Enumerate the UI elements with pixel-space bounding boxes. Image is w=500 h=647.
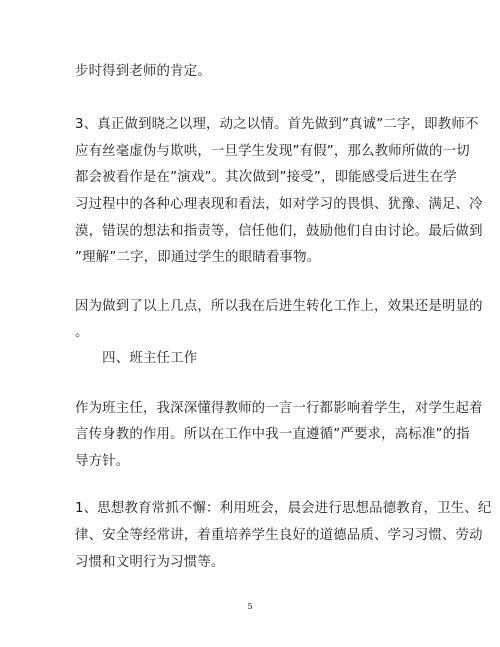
paragraph-6-line-3: 习惯和文明行为习惯等。 — [75, 555, 225, 570]
paragraph-6-line-2: 律、安全等经常讲，着重培养学生良好的道德品质、学习习惯、劳动 — [75, 528, 483, 543]
paragraph-2-line-5: 漠，错误的想法和指责等，信任他们，鼓励他们自由讨论。最后做到 — [75, 224, 483, 239]
paragraph-5-line-3: 导方针。 — [75, 454, 130, 469]
paragraph-3-line-2: 。 — [75, 325, 89, 340]
paragraph-1-line-1: 步时得到老师的肯定。 — [75, 64, 211, 79]
paragraph-2-line-3: 都会被看作是在”演戏”。其次做到”接受”，即能感受后进生在学 — [75, 170, 457, 185]
section-heading: 四、班主任工作 — [75, 351, 198, 366]
page-number: 5 — [247, 602, 253, 611]
paragraph-2-line-2: 应有丝毫虚伪与欺哄，一旦学生发现”有假”，那么教师所做的一切 — [75, 144, 470, 159]
paragraph-2-line-6: ”理解”二字，即通过学生的眼睛看事物。 — [75, 250, 321, 265]
paragraph-2-line-1: 3、真正做到晓之以理，动之以情。首先做到”真诚”二字，即教师不 — [75, 117, 479, 132]
paragraph-5-line-1: 作为班主任，我深深懂得教师的一言一行都影响着学生，对学生起着 — [75, 401, 483, 416]
paragraph-6-line-1: 1、思想教育常抓不懈：利用班会，晨会进行思想品德教育，卫生、纪 — [75, 501, 492, 516]
paragraph-5-line-2: 言传身教的作用。所以在工作中我一直遵循”严要求，高标准”的指 — [75, 427, 470, 442]
paragraph-3-line-1: 因为做到了以上几点，所以我在后进生转化工作上，效果还是明显的 — [75, 299, 483, 314]
paragraph-2-line-4: 习过程中的各种心理表现和看法，如对学习的畏惧、犹豫、满足、冷 — [75, 197, 483, 212]
